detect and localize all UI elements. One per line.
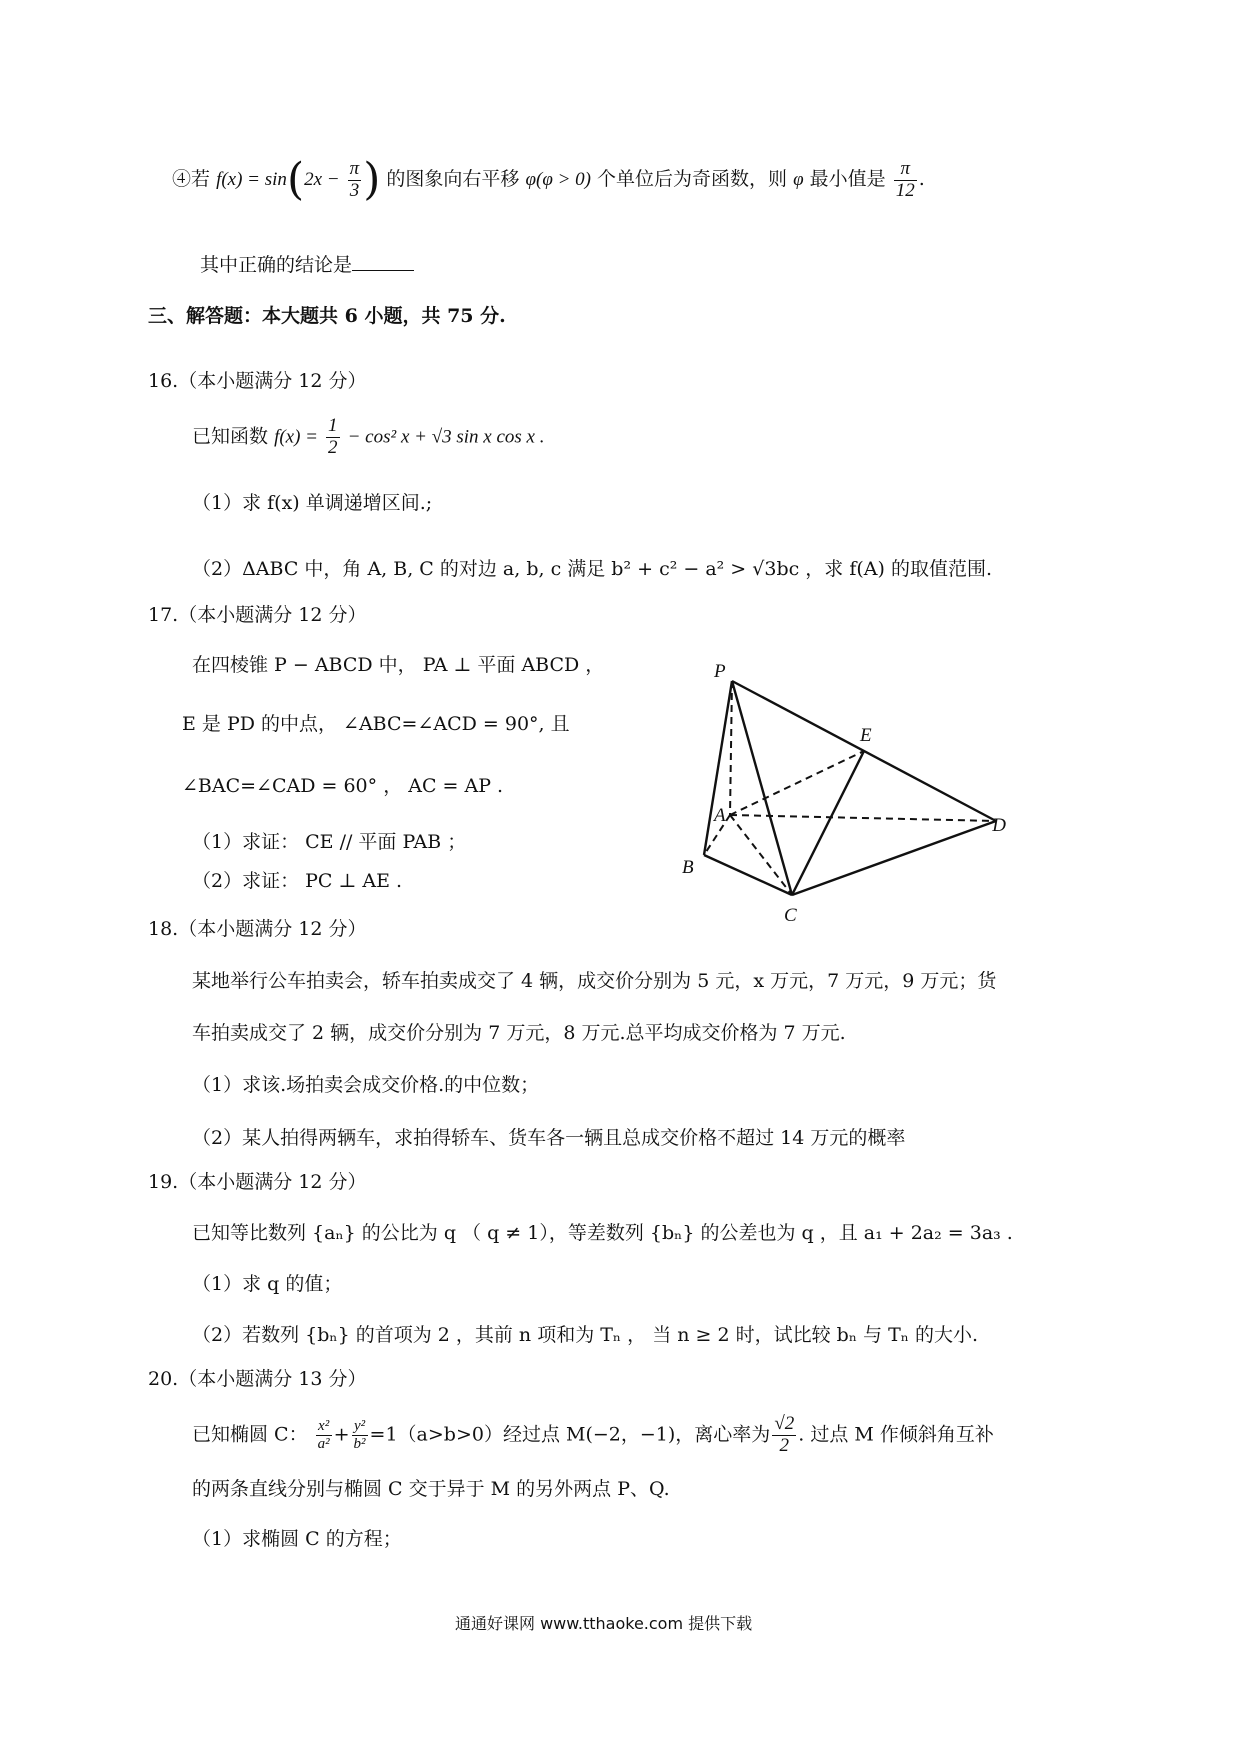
q15-item4-phi-cond: φ(φ > 0) [525,169,591,190]
section-3-heading: 三、解答题：本大题共 6 小题，共 75 分. [148,305,506,327]
x2-over-a2: $\frac{\text{x²}}{\text{a²}}$ [317,1418,330,1452]
plus-sign: + [333,1423,350,1446]
pi-over-12: $\frac{\pi}{12}$ [895,157,915,201]
q20-line2: 的两条直线分别与椭圆 C 交于异于 M 的另外两点 P、Q. [192,1478,670,1500]
q15-item4-prefix: ④若 [172,168,211,190]
edge-AE [730,751,864,815]
q15-item4-f: f(x) = sin [216,169,287,190]
q15-item4-inner: 2x − [304,169,340,190]
q18-line1: 某地举行公车拍卖会，轿车拍卖成交了 4 辆，成交价分别为 5 元，x 万元，7 万元，9 万元；货 [192,970,997,992]
q17-part2: （2）求证： PC ⊥ AE . [192,870,403,892]
q16-part2: （2）ΔABC 中，角 A, B, C 的对边 a, b, c 满足 b² + c² − a² > √3bc ，求 f(A) 的取值范围. [192,558,993,580]
q19-line1: 已知等比数列 {aₙ} 的公比为 q （ q ≠ 1），等差数列 {bₙ} 的公差也为 q ，且 a₁ + 2a₂ = 3a₃ . [192,1222,1013,1244]
q15-item4-mid3: 最小值是 [809,168,886,190]
q16-header: 16.（本小题满分 12 分） [148,370,367,392]
q15-item4-phi: φ [793,169,804,190]
period: . [918,168,925,190]
edge-BC [704,855,792,895]
q16-intro-b: − cos² x + √3 sin x cos x . [347,426,545,448]
pyramid-figure [670,655,1010,925]
q19-header: 19.（本小题满分 12 分） [148,1171,367,1193]
q17-line1: 在四棱锥 P − ABCD 中， PA ⊥ 平面 ABCD ， [192,654,605,676]
label-D: D [992,815,1006,836]
label-P: P [714,661,726,682]
edge-PC [732,681,792,895]
y2-over-b2: $\frac{\text{y²}}{\text{b²}}$ [353,1418,366,1452]
q20-header: 20.（本小题满分 13 分） [148,1368,367,1390]
edge-PB [704,681,732,855]
q20-line1-c: . 过点 M 作倾斜角互补 [798,1423,994,1446]
sqrt2-over-2: $\frac{√2}{2}$ [774,1413,795,1456]
left-paren: ( [286,154,305,205]
q16-part1: （1）求 f(x) 单调递增区间.; [192,492,433,514]
q20-part1: （1）求椭圆 C 的方程； [192,1528,402,1550]
pi-over-3: $\frac{\pi}{3}$ [349,157,360,201]
label-A: A [714,805,726,826]
right-paren: ) [363,154,381,205]
q16-intro [192,416,545,459]
q15-item4-mid2: 个单位后为奇函数，则 [597,168,788,190]
q18-part2: （2）某人拍得两辆车，求拍得轿车、货车各一辆且总成交价格不超过 14 万元的概率 [192,1127,906,1149]
q20-line1 [192,1414,994,1457]
q20-line1-a: 已知椭圆 C： [192,1423,308,1446]
q15-conclusion-text: 其中正确的结论是 [200,254,353,276]
q18-header: 18.（本小题满分 12 分） [148,918,367,940]
q19-part1: （1）求 q 的值； [192,1273,343,1295]
q17-header: 17.（本小题满分 12 分） [148,604,367,626]
q16-intro-a: 已知函数 [192,425,269,448]
q18-line2: 车拍卖成交了 2 辆，成交价分别为 7 万元，8 万元.总平均成交价格为 7 万元. [192,1022,846,1044]
q15-conclusion [200,254,414,277]
q17-line2: E 是 PD 的中点， ∠ABC=∠ACD = 90°, 且 [182,713,570,735]
edge-AC [730,815,792,895]
label-B: B [682,857,694,878]
label-E: E [860,725,872,746]
q18-part1: （1）求该.场拍卖会成交价格.的中位数； [192,1074,540,1096]
q20-line1-b: =1（a>b>0）经过点 M(−2，−1)，离心率为 [369,1423,771,1446]
q15-item4 [172,154,925,205]
edge-PA [730,681,732,815]
q15-item4-mid: 的图象向右平移 [386,168,520,190]
label-C: C [784,905,797,925]
q17-part1: （1）求证： CE // 平面 PAB ； [192,831,467,853]
q19-part2: （2）若数列 {bₙ} 的首项为 2 ，其前 n 项和为 Tₙ ， 当 n ≥ 2 时，试比较 bₙ 与 Tₙ 的大小. [192,1324,979,1346]
answer-blank [352,254,414,271]
page-footer: 通通好课网 www.tthaoke.com 提供下载 [455,1614,753,1633]
q17-line3: ∠BAC=∠CAD = 60° ， AC = AP . [182,775,504,797]
one-half: $\frac{1}{2}$ [328,415,338,458]
q16-intro-f: f(x) = [274,426,318,448]
